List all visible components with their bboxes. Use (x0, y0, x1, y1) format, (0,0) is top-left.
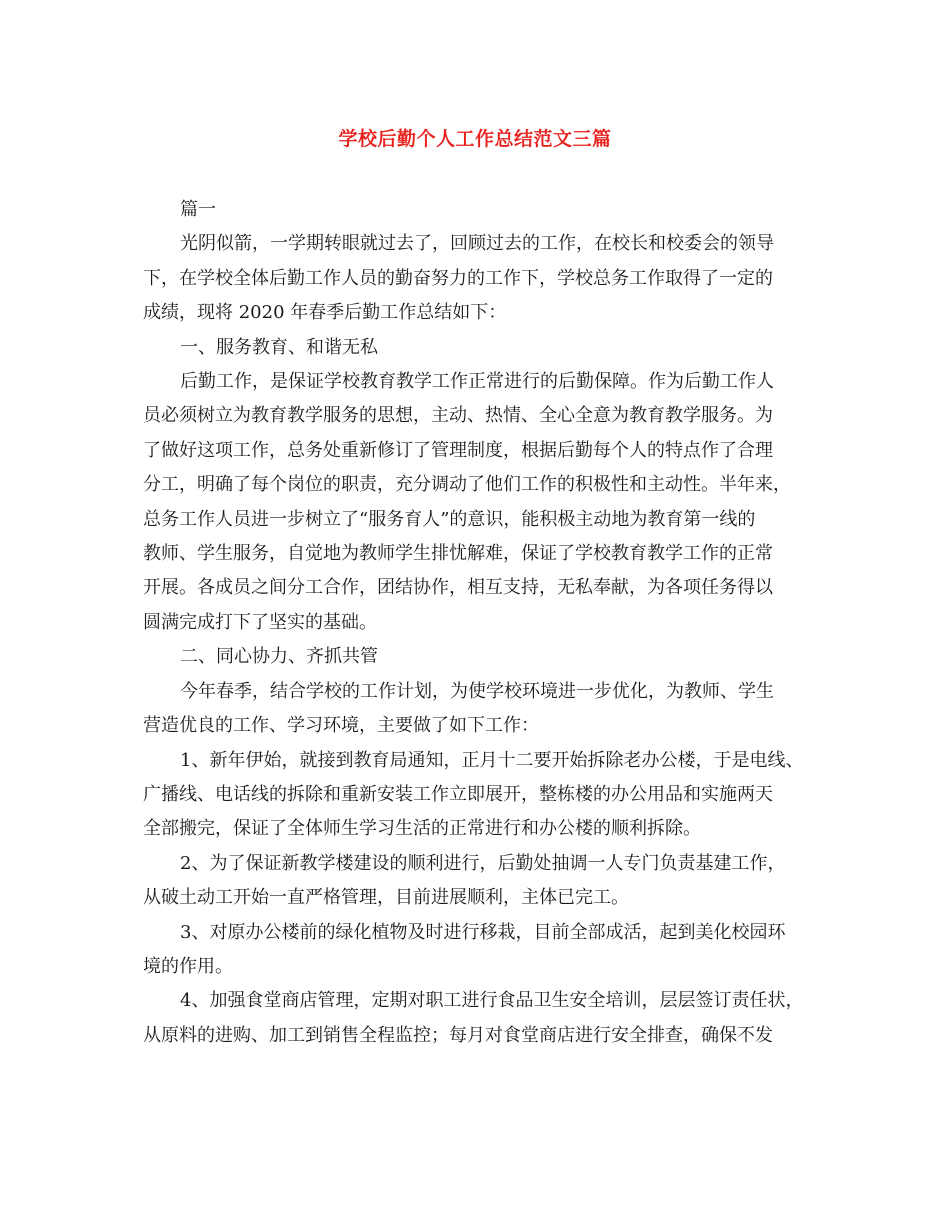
body-line: 下，在学校全体后勤工作人员的勤奋努力的工作下，学校总务工作取得了一定的 (143, 267, 773, 289)
body-line: 从破土动工开始一直严格管理，目前进展顺利，主体已完工。 (143, 887, 629, 909)
body-line: 2、为了保证新教学楼建设的顺利进行，后勤处抽调一人专门负责基建工作， (180, 852, 786, 874)
body-line: 开展。各成员之间分工合作，团结协作，相互支持，无私奉献，为各项任务得以 (143, 577, 773, 599)
body-line: 成绩，现将 2020 年春季后勤工作总结如下： (143, 302, 507, 324)
body-line: 光阴似箭，一学期转眼就过去了，回顾过去的工作，在校长和校委会的领导 (180, 233, 774, 255)
body-line: 圆满完成打下了坚实的基础。 (143, 611, 377, 633)
body-line: 员必须树立为教育教学服务的思想，主动、热情、全心全意为教育教学服务。为 (143, 405, 773, 427)
body-line: 全部搬完，保证了全体师生学习生活的正常进行和办公楼的顺利拆除。 (143, 818, 701, 840)
body-line: 今年春季，结合学校的工作计划，为使学校环境进一步优化，为教师、学生 (180, 680, 774, 702)
document-body (143, 193, 808, 1053)
body-line: 后勤工作，是保证学校教育教学工作正常进行的后勤保障。作为后勤工作人 (180, 371, 774, 393)
body-line: 3、对原办公楼前的绿化植物及时进行移栽，目前全部成活，起到美化校园环 (180, 921, 786, 943)
body-line: 教师、学生服务，自觉地为教师学生排忧解难，保证了学校教育教学工作的正常 (143, 543, 773, 565)
body-line: 4、加强食堂商店管理，定期对职工进行食品卫生安全培训，层层签订责任状， (180, 990, 804, 1012)
body-line: 了做好这项工作，总务处重新修订了管理制度，根据后勤每个人的特点作了合理 (143, 439, 773, 461)
body-line: 境的作用。 (143, 955, 233, 977)
body-line: 篇一 (180, 199, 216, 220)
document-title: 学校后勤个人工作总结范文三篇 (338, 128, 612, 150)
body-line: 营造优良的工作、学习环境，主要做了如下工作： (143, 715, 539, 737)
body-line: 从原料的进购、加工到销售全程监控；每月对食堂商店进行安全排查，确保不发 (143, 1024, 773, 1046)
body-line: 分工，明确了每个岗位的职责，充分调动了他们工作的积极性和主动性。半年来， (143, 474, 791, 496)
body-line: 二、同心协力、齐抓共管 (180, 646, 378, 668)
body-line: 1、新年伊始，就接到教育局通知，正月十二要开始拆除老办公楼，于是电线、 (180, 749, 804, 771)
body-line: 总务工作人员进一步树立了“服务育人”的意识，能积极主动地为教育第一线的 (143, 508, 756, 530)
body-line: 广播线、电话线的拆除和重新安装工作立即展开，整栋楼的办公用品和实施两天 (143, 783, 773, 805)
body-line: 一、服务教育、和谐无私 (180, 336, 378, 358)
